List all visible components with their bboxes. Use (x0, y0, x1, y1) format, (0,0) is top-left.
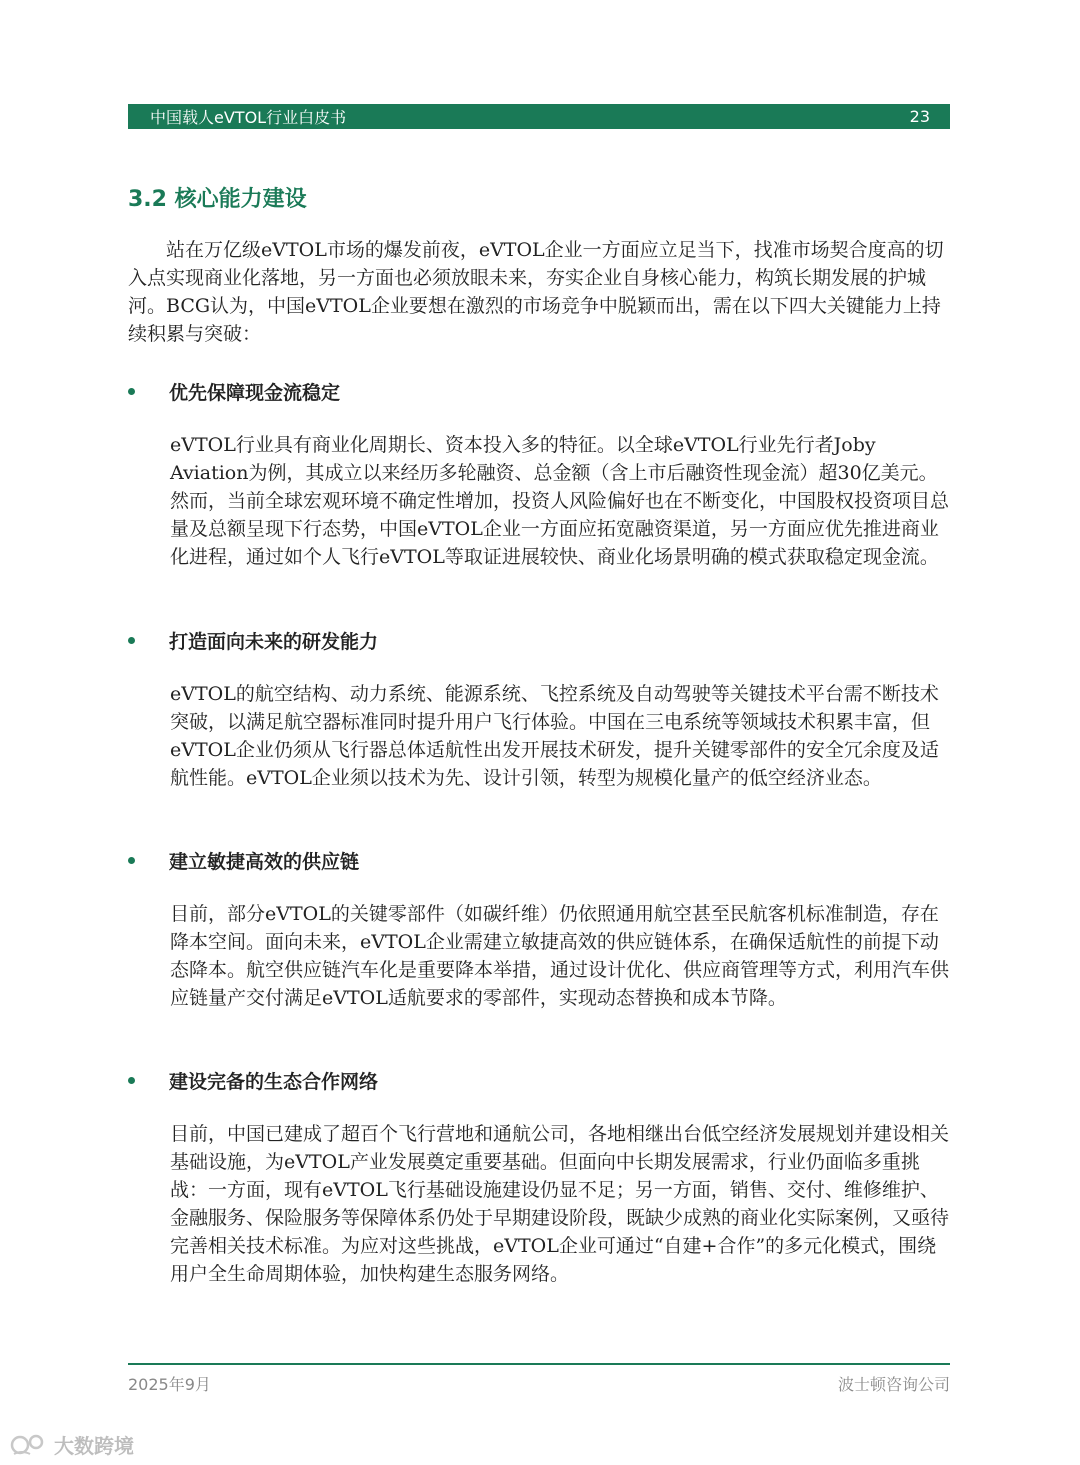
bullet-title: 优先保障现金流稳定 (169, 381, 341, 404)
bullet-title: 建设完备的生态合作网络 (169, 1070, 379, 1093)
bullet-dot-icon (128, 857, 135, 864)
bullet-heading-ecosystem (128, 1066, 950, 1094)
bullet-body-rnd: eVTOL的航空结构、动力系统、能源系统、飞控系统及自动驾驶等关键技术平台需不断技术突破，以满足航空器标准同时提升用户飞行体验。中国在三电系统等领域技术积累丰富，但eVTOL企业仍须从飞行器总体适航性出发开展技术研发，提升关键零部件的安全冗余度及适航性能。eVTOL企业须以技术为先、设计引领，转型为规模化量产的低空经济业态。 (170, 683, 939, 789)
watermark (10, 1430, 134, 1459)
bullet-heading-cashflow (128, 377, 950, 405)
bullet-heading-rnd (128, 626, 950, 654)
section-title: 3.2 核心能力建设 (128, 187, 307, 212)
bullet-title: 打造面向未来的研发能力 (169, 630, 379, 653)
watermark-logo-icon (10, 1432, 50, 1458)
bullet-title: 建立敏捷高效的供应链 (169, 850, 360, 873)
bullet-body-supply-chain: 目前，部分eVTOL的关键零部件（如碳纤维）仍依照通用航空甚至民航客机标准制造，存在降本空间。面向未来，eVTOL企业需建立敏捷高效的供应链体系，在确保适航性的前提下动态降本。航空供应链汽车化是重要降本举措，通过设计优化、供应商管理等方式，利用汽车供应链量产交付满足eVTOL适航要求的零部件，实现动态替换和成本节降。 (170, 903, 950, 1009)
footer-company: 波士顿咨询公司 (837, 1375, 950, 1394)
footer-date: 2025年9月 (128, 1375, 211, 1394)
bullet-body-ecosystem: 目前，中国已建成了超百个飞行营地和通航公司，各地相继出台低空经济发展规划并建设相关基础设施，为eVTOL产业发展奠定重要基础。但面向中长期发展需求，行业仍面临多重挑战：一方面，现有eVTOL飞行基础设施建设仍显不足；另一方面，销售、交付、维修维护、金融服务、保险服务等保障体系仍处于早期建设阶段，既缺少成熟的商业化实际案例，又亟待完善相关技术标准。为应对这些挑战，eVTOL企业可通过“自建+合作”的多元化模式，围绕用户全生命周期体验，加快构建生态服务网络。 (170, 1123, 950, 1285)
bullet-dot-icon (128, 388, 135, 395)
report-title: 中国载人eVTOL行业白皮书 (150, 108, 347, 127)
bullet-heading-supply-chain (128, 846, 950, 874)
bullet-dot-icon (128, 1077, 135, 1084)
page-number: 23 (909, 107, 930, 126)
watermark-text: 大数跨境 (54, 1434, 134, 1458)
bullet-body-cashflow: eVTOL行业具有商业化周期长、资本投入多的特征。以全球eVTOL行业先行者Joby Aviation为例，其成立以来经历多轮融资、总金额（含上市后融资性现金流）超30亿美元。然而，当前全球宏观环境不确定性增加，投资人风险偏好也在不断变化，中国股权投资项目总量及总额呈现下行态势，中国eVTOL企业一方面应拓宽融资渠道，另一方面应优先推进商业化进程，通过如个人飞行eVTOL等取证进展较快、商业化场景明确的模式获取稳定现金流。 (170, 434, 950, 568)
intro-paragraph: 站在万亿级eVTOL市场的爆发前夜，eVTOL企业一方面应立足当下，找准市场契合度高的切入点实现商业化落地，另一方面也必须放眼未来，夯实企业自身核心能力，构筑长期发展的护城河。BCG认为，中国eVTOL企业要想在激烈的市场竞争中脱颖而出，需在以下四大关键能力上持续积累与突破： (128, 239, 944, 345)
footer-divider (128, 1363, 950, 1365)
header-bar (128, 104, 950, 129)
bullet-dot-icon (128, 637, 135, 644)
